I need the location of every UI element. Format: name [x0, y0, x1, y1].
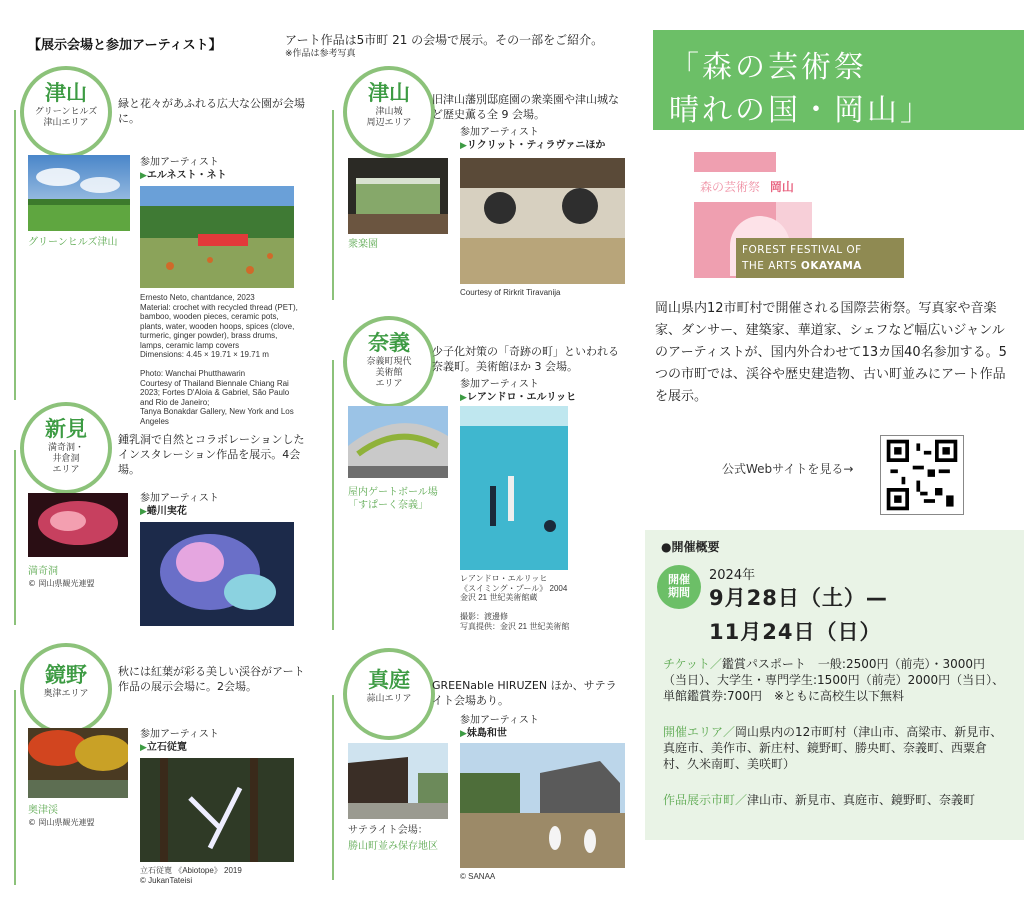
- photo-okutsukei: [28, 728, 128, 798]
- artwork-credit: Ernesto Neto, chantdance, 2023 Material: crochet with recycled thread (PET), bamboo, wooden pieces, ceramic pots, plants, water, wooden hoops, spices (clove, turmeric, ginger powder), brass drums, lamps, ceramic lamp covers Dimensions: 4.45 × 19.71 × 19.71 m Photo: Wanchai Phutthawarin Courtesy of Thailand Biennale Chiang Rai 2023; Fortes D'Aloia & Gabriel, São Paulo and Rio de Janeiro; Tanya Bonakdar Gallery, New York and Los Angeles: [140, 293, 298, 426]
- artwork-credit: © SANAA: [460, 872, 496, 881]
- logo-jp-pref: 岡山: [769, 180, 794, 194]
- place-caption: 満奇洞: [28, 566, 58, 577]
- place-caption: 屋内ゲートボール場 「すぱーく奈義」: [348, 487, 438, 511]
- area-info: [663, 724, 1008, 772]
- area-sub: 津山城 周辺エリア: [366, 107, 412, 128]
- logo-en: [736, 238, 904, 278]
- photo-neto-artwork: [140, 186, 294, 288]
- area-name: 津山: [45, 81, 87, 105]
- triangle-icon: ▶: [140, 743, 147, 753]
- area-sub: 満奇洞・ 井倉洞 エリア: [47, 443, 84, 475]
- photo-tiravanija-artwork: [460, 158, 625, 284]
- official-site-link[interactable]: 公式Webサイトを見る→: [722, 462, 854, 476]
- area-badge-maniwa: [343, 648, 435, 740]
- artist-label-text: 参加アーティスト: [460, 715, 539, 726]
- artist-label-text: 参加アーティスト: [140, 157, 219, 168]
- photo-gateball: [348, 406, 448, 478]
- qr-code-icon[interactable]: [880, 435, 964, 515]
- artist-name-text: 蜷川実花: [146, 506, 187, 517]
- artist-name-text: リクリット・ティラヴァニほか: [466, 140, 606, 151]
- artist-name-text: 立石従寛: [146, 742, 187, 753]
- artist-name-text: 妹島和世: [466, 728, 507, 739]
- artist-label: [460, 378, 576, 405]
- place-caption: グリーンヒルズ津山: [28, 237, 118, 248]
- area-name: 新見: [45, 417, 87, 441]
- area-description: 緑と花々があふれる広大な公園が会場に。: [118, 97, 305, 125]
- logo-en-line1: FOREST FESTIVAL OF: [742, 244, 862, 256]
- artist-name: [460, 727, 539, 741]
- artist-name: [140, 169, 227, 183]
- photo-ninagawa-artwork: [140, 522, 294, 626]
- logo-jp-name: 森の芸術祭: [700, 180, 761, 194]
- artist-label: [460, 714, 539, 741]
- city-text: 津山市、新見市、真庭市、鏡野町、奈義町: [747, 793, 976, 807]
- triangle-icon: ▶: [460, 393, 467, 403]
- photo-erlich-artwork: [460, 406, 568, 570]
- artwork-credit: 立石従寛 《Abiotope》 2019 © JukanTateisi: [140, 866, 242, 885]
- area-badge-tsuyama-castle: [343, 66, 435, 158]
- festival-logo: [694, 152, 904, 278]
- event-end-date: 11月24日（日）: [709, 620, 882, 644]
- photo-katsuyama: [348, 743, 448, 819]
- section-heading: 【展示会場と参加アーティスト】: [28, 38, 222, 53]
- artist-label: [140, 156, 227, 183]
- triangle-icon: ▶: [140, 171, 147, 181]
- area-name: 鏡野: [45, 663, 87, 687]
- artist-label-text: 参加アーティスト: [140, 493, 219, 504]
- triangle-icon: ▶: [140, 507, 147, 517]
- artist-name-text: レアンドロ・エルリッヒ: [466, 392, 577, 403]
- artist-name: [140, 505, 219, 519]
- logo-en-line3: OKAYAMA: [800, 260, 862, 272]
- artist-label-text: 参加アーティスト: [460, 127, 539, 138]
- artwork-credit: レアンドロ・エルリッヒ 《スイミング・プール》 2004 金沢 21 世紀美術館蔵 撮影：渡邊修 写真提供：金沢 21 世紀美術館: [460, 574, 570, 631]
- area-sub: グリーンヒルズ 津山エリア: [34, 107, 98, 128]
- photo-greenhills: [28, 155, 130, 231]
- artwork-credit: Courtesy of Rirkrit Tiravanija: [460, 288, 561, 297]
- connector-line: [14, 690, 16, 885]
- festival-title-line1: 「森の芸術祭: [669, 50, 867, 85]
- area-name: 奈義: [368, 331, 410, 355]
- festival-title-line2: 晴れの国・岡山」: [669, 93, 933, 128]
- ticket-info: [663, 656, 1008, 704]
- period-badge: 開催 期間: [657, 565, 701, 609]
- area-name: 津山: [368, 81, 410, 105]
- place-caption: 勝山町並み保存地区: [348, 841, 438, 852]
- artist-label-text: 参加アーティスト: [140, 729, 219, 740]
- photo-shurakuen: [348, 158, 448, 234]
- connector-line: [14, 450, 16, 625]
- connector-line: [332, 695, 334, 880]
- event-overview-panel: [645, 530, 1024, 840]
- artist-name: [460, 139, 605, 153]
- festival-intro: 岡山県内12市町村で開催される国際芸術祭。写真家や音楽家、ダンサー、建築家、華道家、シェフなど幅広いジャンルのアーティストが、国内外合わせて13カ国40名参加する。5つの市町では、渓谷や歴史建造物、古い町並みにアート作品を展示。: [655, 301, 1007, 404]
- photo-makidou: [28, 493, 128, 557]
- place-credit: © 岡山県観光連盟: [28, 818, 95, 827]
- city-label: 作品展示市町／: [663, 793, 748, 807]
- connector-line: [14, 110, 16, 400]
- logo-jp: [694, 172, 812, 202]
- area-description: 旧津山藩別邸庭園の衆楽園や津山城など歴史薫る全 9 会場。: [432, 93, 619, 121]
- logo-en-line2: THE ARTS: [742, 260, 798, 272]
- section-note-small: ※作品は参考写真: [285, 49, 356, 59]
- area-badge-tsuyama-greenhills: [20, 66, 112, 158]
- area-description: 鍾乳洞で自然とコラボレーションしたインスタレーション作品を展示。4会場。: [118, 433, 305, 476]
- photo-tateishi-artwork: [140, 758, 294, 862]
- triangle-icon: ▶: [460, 141, 467, 151]
- city-info: [663, 792, 1008, 808]
- artist-label-text: 参加アーティスト: [460, 379, 539, 390]
- event-start-date: 9月28日（土）—: [709, 586, 888, 610]
- place-prefix: サテライト会場：: [348, 825, 428, 836]
- area-sub: 蒜山エリア: [366, 694, 412, 704]
- area-badge-niimi: [20, 402, 112, 494]
- connector-line: [332, 360, 334, 630]
- connector-line: [332, 110, 334, 300]
- area-badge-kagamino: [20, 643, 112, 735]
- ticket-label: チケット／: [663, 657, 722, 671]
- area-description: 少子化対策の「奇跡の町」といわれる奈義町。美術館ほか 3 会場。: [432, 345, 619, 373]
- section-note-text: アート作品は5市町 21 の会場で展示。その一部をご紹介。: [285, 33, 604, 47]
- artist-name: [140, 741, 219, 755]
- artist-name: [460, 391, 576, 405]
- place-caption: 衆楽園: [348, 239, 378, 250]
- ticket-text: 鑑賞パスポート 一般:2500円（前売）・3000円（当日）、大学生・専門学生:1500円（前売）2000円（当日）、単館鑑賞券:700円 ※ともに高校生以下無料: [663, 657, 1005, 703]
- section-note: [285, 33, 603, 61]
- area-description: 秋には紅葉が彩る美しい渓谷がアート作品の展示会場に。2会場。: [118, 665, 305, 693]
- event-year: 2024年: [709, 568, 756, 583]
- triangle-icon: ▶: [460, 729, 467, 739]
- area-description: GREENable HIRUZEN ほか、サテライト会場あり。: [432, 679, 617, 707]
- area-sub: 奥津エリア: [43, 689, 89, 699]
- area-text: 岡山県内の12市町村（津山市、高梁市、新見市、真庭市、美作市、新庄村、鏡野町、勝央町、奈義町、西粟倉村、久米南町、美咲町）: [663, 725, 1003, 771]
- place-caption: 奥津渓: [28, 805, 58, 816]
- area-sub: 奈義町現代 美術館 エリア: [366, 357, 412, 389]
- festival-title-box: [653, 30, 1024, 130]
- area-name: 真庭: [368, 668, 410, 692]
- artist-label: [140, 492, 219, 519]
- artist-label: [460, 126, 605, 153]
- area-badge-nagi: [343, 316, 435, 408]
- area-label: 開催エリア／: [663, 725, 736, 739]
- place-credit: © 岡山県観光連盟: [28, 579, 95, 588]
- overview-title: ●開催概要: [661, 540, 720, 554]
- artist-label: [140, 728, 219, 755]
- artist-name-text: エルネスト・ネト: [146, 170, 227, 181]
- photo-sejima-artwork: [460, 743, 625, 868]
